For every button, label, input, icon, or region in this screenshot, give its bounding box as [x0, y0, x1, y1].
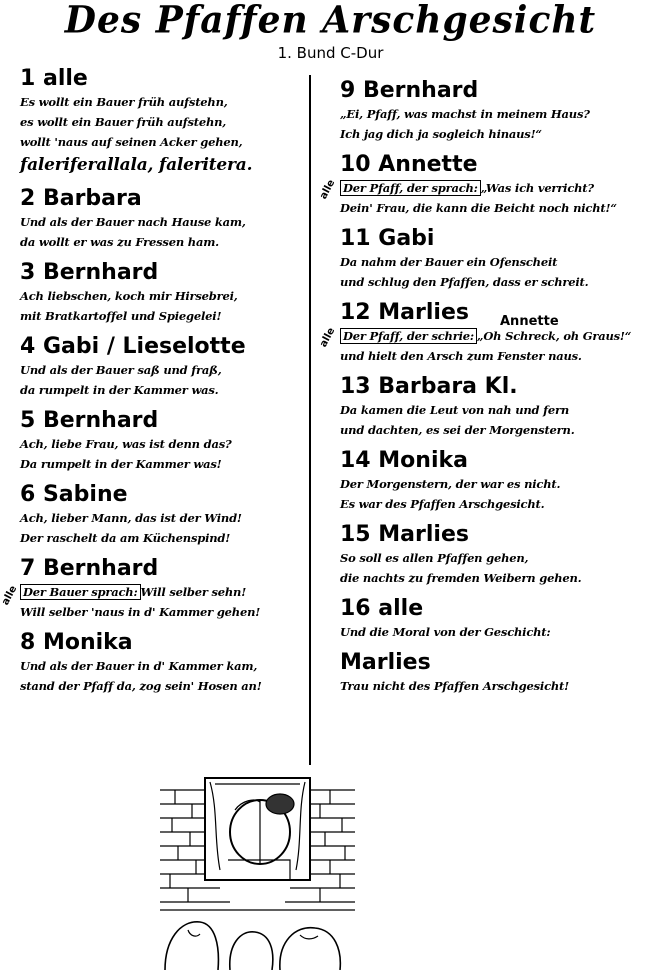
stanza-heading: 14 Monika: [340, 448, 468, 473]
verse-line: und schlug den Pfaffen, dass er schreit.: [340, 275, 589, 289]
verse-text: „Was ich verricht?: [480, 181, 594, 195]
verse-line: Und als der Bauer saß und fraß,: [20, 363, 222, 377]
boxed-cue: Der Pfaff, der sprach:: [340, 180, 481, 196]
verse-line: Ach liebschen, koch mir Hirsebrei,: [20, 289, 238, 303]
stanza-heading: 13 Barbara Kl.: [340, 374, 518, 399]
boxed-cue: Der Pfaff, der schrie:: [340, 328, 477, 344]
verse-line: Ach, lieber Mann, das ist der Wind!: [20, 511, 242, 525]
stanza-heading: Marlies: [340, 650, 431, 675]
verse-line: stand der Pfaff da, zog sein' Hosen an!: [20, 679, 262, 693]
verse-line: Da kamen die Leut von nah und fern: [340, 403, 570, 417]
stanza-7: [0, 556, 305, 622]
stanza-heading: 6 Sabine: [20, 482, 128, 507]
stanza-heading: 7 Bernhard: [20, 556, 159, 581]
verse-line: wollt 'naus auf seinen Acker gehen,: [20, 135, 243, 149]
stanza-heading: 8 Monika: [20, 630, 133, 655]
song-title: Des Pfaffen Arschgesicht: [64, 0, 597, 43]
column-divider: [309, 75, 311, 765]
stanza-heading: 16 alle: [340, 596, 424, 621]
alle-cue: alle: [0, 583, 20, 608]
stanza-13: [340, 374, 650, 440]
stanza-heading: 2 Barbara: [20, 186, 142, 211]
illustration: [160, 770, 355, 970]
verse-line: Will selber 'naus in d' Kammer gehen!: [20, 605, 261, 619]
stanza-6: [20, 482, 305, 548]
verse-line: da rumpelt in der Kammer was.: [20, 383, 219, 397]
refrain-line: faleriferallala, faleritera.: [20, 155, 253, 175]
stanza-heading: 10 Annette: [340, 152, 478, 177]
stanza-heading: 1 alle: [20, 66, 88, 91]
stanza-12: [318, 300, 650, 366]
verse-line: Und als der Bauer nach Hause kam,: [20, 215, 246, 229]
stanza-heading: 12 Marlies: [340, 300, 469, 325]
verse-line: Und als der Bauer in d' Kammer kam,: [20, 659, 258, 673]
verse-line: und hielt den Arsch zum Fenster naus.: [340, 349, 582, 363]
left-column: [0, 66, 305, 696]
stanza-14: [340, 448, 650, 514]
stanza-8: [20, 630, 305, 696]
stanza-heading: 15 Marlies: [340, 522, 469, 547]
verse-line: „Ei, Pfaff, was machst in meinem Haus?: [340, 107, 590, 121]
alle-cue: alle: [318, 177, 338, 202]
stanza-16: [340, 596, 650, 642]
verse-line: es wollt ein Bauer früh aufstehn,: [20, 115, 227, 129]
right-column: [318, 78, 650, 696]
verse-line: Der Morgenstern, der war es nicht.: [340, 477, 561, 491]
verse-text: Will selber sehn!: [140, 585, 247, 599]
stanza-heading: 9 Bernhard: [340, 78, 479, 103]
stanza-1: [20, 66, 305, 178]
stanza-heading: 4 Gabi / Lieselotte: [20, 334, 246, 359]
verse-line: [340, 178, 650, 198]
stanza-15: [340, 522, 650, 588]
verse-line: Da rumpelt in der Kammer was!: [20, 457, 222, 471]
verse-line: Es wollt ein Bauer früh aufstehn,: [20, 95, 228, 109]
stanza-heading: 3 Bernhard: [20, 260, 159, 285]
verse-line: Der raschelt da am Küchenspind!: [20, 531, 231, 545]
boxed-cue: Der Bauer sprach:: [20, 584, 141, 600]
alle-cue: alle: [318, 325, 338, 350]
stanza-heading: 11 Gabi: [340, 226, 435, 251]
verse-line: Trau nicht des Pfaffen Arschgesicht!: [340, 679, 570, 693]
annette-cue: Annette: [500, 314, 559, 329]
verse-line: [340, 326, 650, 346]
verse-line: Und die Moral von der Geschicht:: [340, 625, 551, 639]
verse-line: Ach, liebe Frau, was ist denn das?: [20, 437, 232, 451]
stanza-11: [340, 226, 650, 292]
verse-line: Ich jag dich ja sogleich hinaus!“: [340, 127, 542, 141]
stanza-2: [20, 186, 305, 252]
verse-line: Es war des Pfaffen Arschgesicht.: [340, 497, 545, 511]
verse-line: da wollt er was zu Fressen ham.: [20, 235, 219, 249]
stanza-10: [318, 152, 650, 218]
verse-line: und dachten, es sei der Morgenstern.: [340, 423, 575, 437]
stanza-3: [20, 260, 305, 326]
stanza-5: [20, 408, 305, 474]
stanza-final: [340, 650, 650, 696]
verse-line: So soll es allen Pfaffen gehen,: [340, 551, 529, 565]
song-key: 1. Bund C-Dur: [277, 44, 384, 62]
stanza-9: [340, 78, 650, 144]
verse-line: die nachts zu fremden Weibern gehen.: [340, 571, 582, 585]
stanza-heading: 5 Bernhard: [20, 408, 159, 433]
verse-text: „Oh Schreck, oh Graus!“: [476, 329, 632, 343]
verse-line: [20, 582, 305, 602]
verse-line: Da nahm der Bauer ein Ofenscheit: [340, 255, 558, 269]
verse-line: mit Bratkartoffel und Spiegelei!: [20, 309, 222, 323]
stanza-4: [20, 334, 305, 400]
verse-line: Dein' Frau, die kann die Beicht noch nicht!“: [340, 201, 617, 215]
